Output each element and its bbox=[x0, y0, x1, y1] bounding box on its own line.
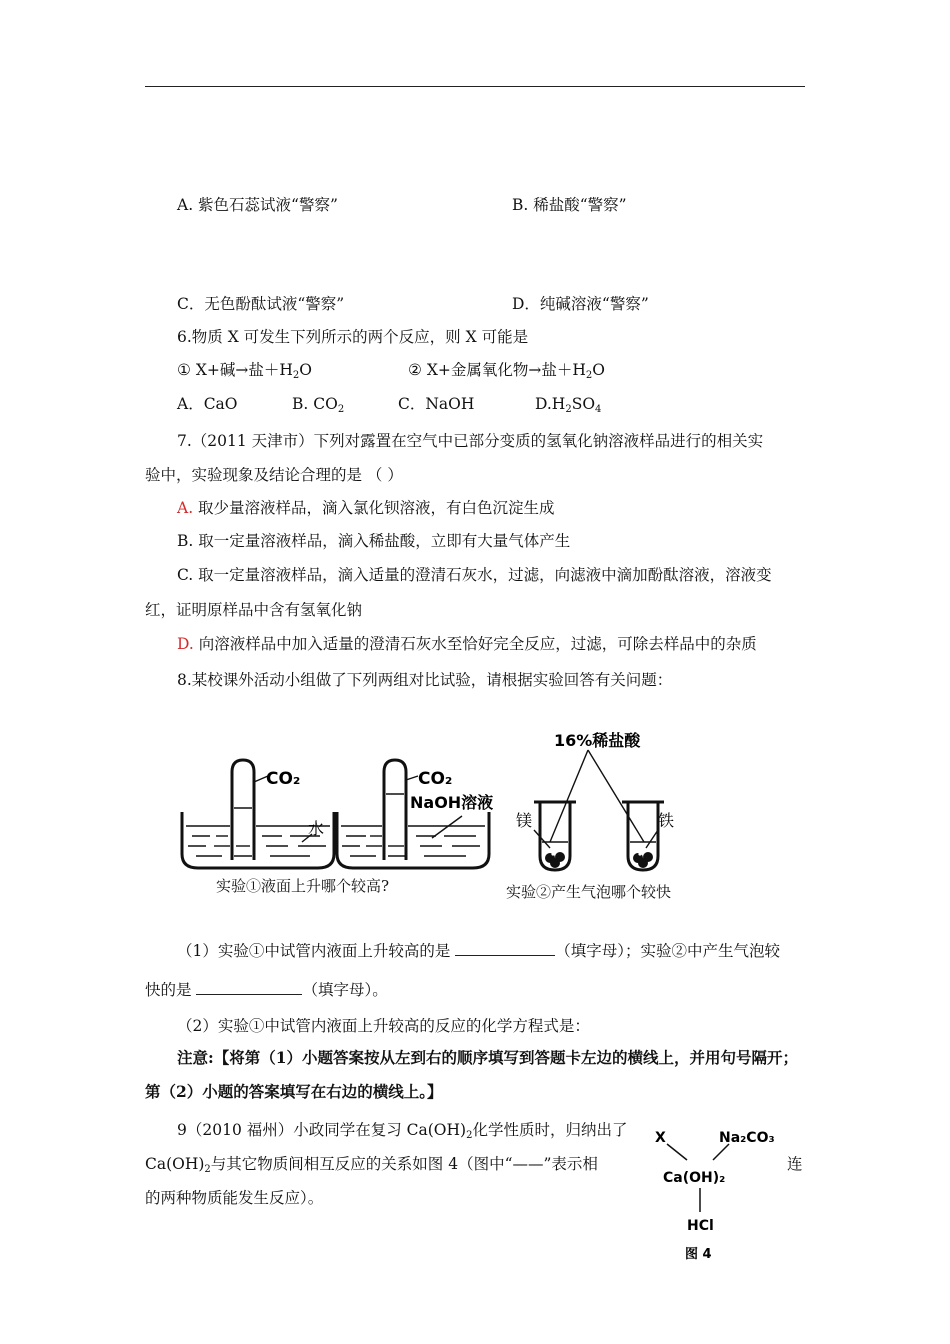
x-label: X bbox=[655, 1130, 666, 1146]
q7-option-a: A. 取少量溶液样品，滴入氯化钡溶液，有白色沉淀生成 bbox=[177, 499, 555, 517]
q6-reaction-1: ① X+碱→盐$+H_2O$ bbox=[177, 361, 312, 381]
q6-stem: 6.物质 X 可发生下列所示的两个反应，则 X 可能是 bbox=[177, 328, 529, 346]
q5-option-a: A. 紫色石蕊试液“警察” bbox=[177, 196, 338, 214]
figure-4-caption: 图 4 bbox=[685, 1247, 712, 1262]
q8-figure-caption-2: 实验②产生气泡哪个较快 bbox=[506, 883, 672, 901]
answer-blank-1[interactable] bbox=[455, 941, 555, 956]
co2-label-1: CO₂ bbox=[266, 769, 301, 789]
q8-stem: 8.某校课外活动小组做了下列两组对比试验，请根据实验回答有关问题： bbox=[177, 671, 673, 689]
q8-sub2: （2）实验①中试管内液面上升较高的反应的化学方程式是： bbox=[177, 1017, 590, 1035]
naoh-label: NaOH溶液 bbox=[410, 793, 494, 812]
q8-note-line-2: 第（2）小题的答案填写在右边的横线上。】 bbox=[145, 1082, 443, 1101]
q7-option-d-letter: D. bbox=[177, 635, 194, 653]
q8-figure-caption-1: 实验①液面上升哪个较高? bbox=[216, 877, 390, 895]
q6-reaction-2: ② X+金属氧化物→盐$+H_2O$ bbox=[408, 361, 605, 381]
q6-option-d: $D.H_2SO_4$ bbox=[535, 395, 602, 415]
q6-option-a: A．CaO bbox=[177, 395, 238, 413]
q7-option-a-letter: A. bbox=[177, 499, 194, 517]
q7-option-d: D. 向溶液样品中加入适量的澄清石灰水至恰好完全反应，过滤，可除去样品中的杂质 bbox=[177, 635, 757, 653]
header-rule bbox=[145, 86, 805, 87]
q8-note-line-1: 注意:【将第（1）小题答案按从左到右的顺序填写到答题卡左边的横线上，并用句号隔开； bbox=[177, 1048, 799, 1067]
co2-label-2: CO₂ bbox=[418, 769, 453, 789]
q6-option-b: B. $CO_2$ bbox=[292, 395, 345, 415]
beaker-2 bbox=[337, 812, 489, 868]
test-tube-1 bbox=[232, 760, 254, 860]
q6-option-c: C．NaOH bbox=[398, 395, 475, 413]
q9-line-1: 9（2010 福州）小政同学在复习 $Ca(OH)_2$化学性质时，归纳出了 bbox=[177, 1121, 628, 1141]
q5-option-d: D．纯碱溶液“警察” bbox=[512, 295, 649, 313]
q9-line-2: $Ca(OH)_2$与其它物质间相互反应的关系如图 4（图中“——”表示相 bbox=[145, 1155, 598, 1175]
water-label: 水 bbox=[308, 819, 325, 838]
q7-stem-line-1: 7.（2011 天津市）下列对露置在空气中已部分变质的氢氧化钠溶液样品进行的相关实 bbox=[177, 432, 764, 450]
na2co3-label: Na₂CO₃ bbox=[719, 1130, 775, 1146]
q7-option-b: B. 取一定量溶液样品，滴入稀盐酸，立即有大量气体产生 bbox=[177, 532, 571, 550]
test-tube-2 bbox=[384, 760, 406, 860]
q7-stem-line-2: 验中，实验现象及结论合理的是 （ ） bbox=[145, 466, 403, 484]
q8-sub1-line-1: （1）实验①中试管内液面上升较高的是 （填字母）；实验②中产生气泡较 bbox=[177, 942, 781, 960]
q8-sub1-line-2: 快的是 （填字母）。 bbox=[145, 981, 388, 999]
caoh2-label: Ca(OH)₂ bbox=[663, 1170, 726, 1186]
q9-line-2-tail: 连 bbox=[787, 1155, 803, 1173]
q9-line-3: 的两种物质能发生反应）。 bbox=[145, 1189, 324, 1207]
q7-option-c-line-1: C. 取一定量溶液样品，滴入适量的澄清石灰水，过滤，向滤液中滴加酚酞溶液，溶液变 bbox=[177, 566, 772, 584]
q7-option-c-line-2: 红，证明原样品中含有氢氧化钠 bbox=[145, 601, 363, 619]
fe-label: 铁 bbox=[658, 811, 675, 830]
q9-relation-figure bbox=[645, 1120, 785, 1270]
answer-blank-2[interactable] bbox=[196, 980, 302, 995]
q5-option-c: C．无色酚酞试液“警察” bbox=[177, 295, 345, 313]
mg-label: 镁 bbox=[516, 811, 533, 830]
acid-label: 16%稀盐酸 bbox=[554, 731, 641, 750]
hcl-label: HCl bbox=[687, 1218, 714, 1234]
q5-option-b: B. 稀盐酸“警察” bbox=[512, 196, 627, 214]
